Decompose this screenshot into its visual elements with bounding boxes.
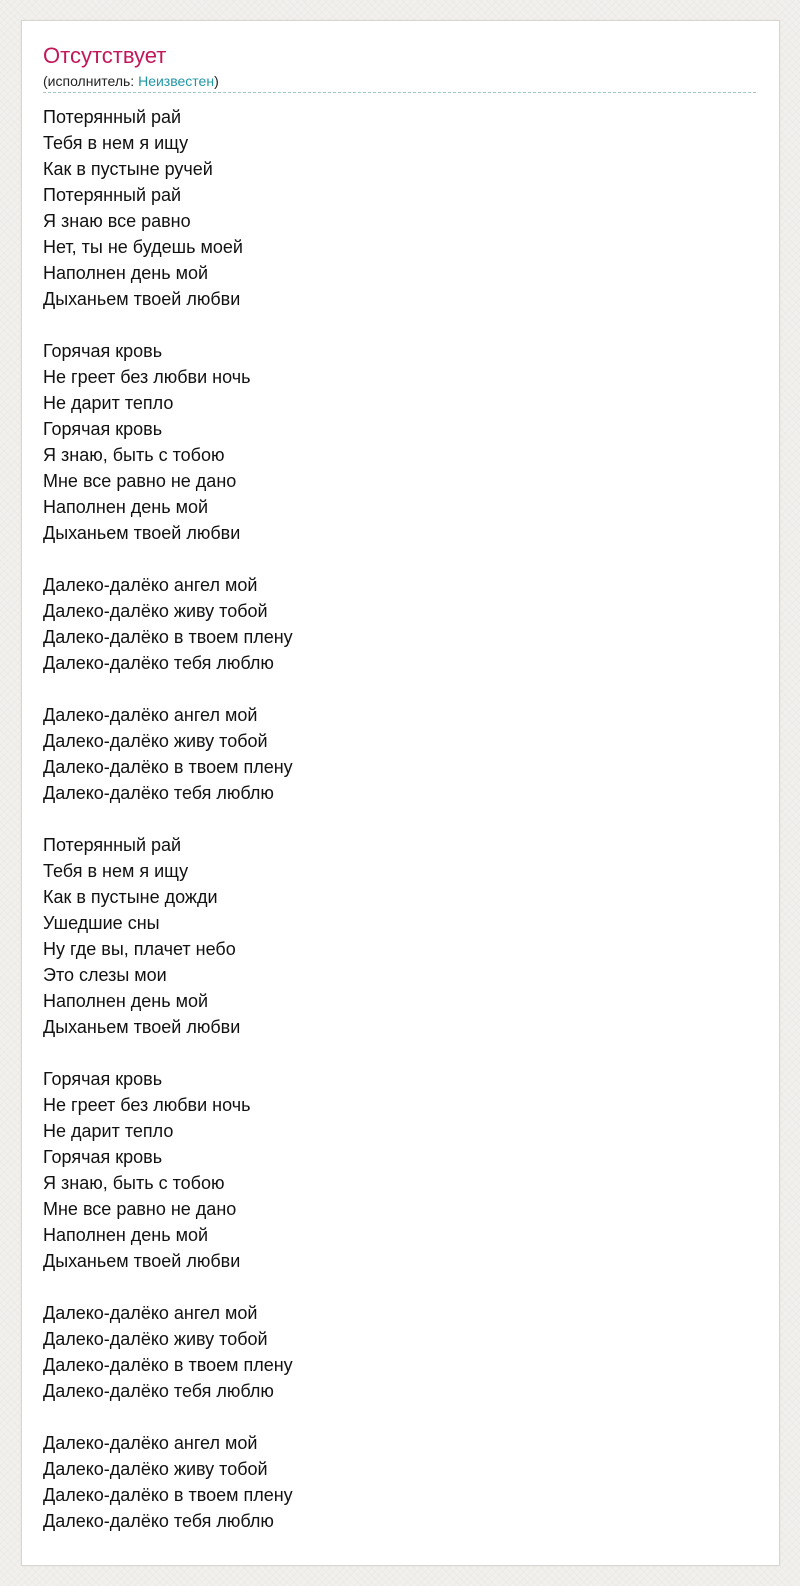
lyric-line: Далеко-далёко в твоем плену (43, 757, 293, 777)
lyric-line: Горячая кровь (43, 1069, 163, 1089)
lyrics-stanza (43, 572, 756, 676)
lyric-line: Потерянный рай (43, 185, 182, 205)
lyric-line: Горячая кровь (43, 1147, 163, 1167)
lyric-line: Нет, ты не будешь моей (43, 237, 243, 257)
lyric-line: Далеко-далёко тебя люблю (43, 783, 274, 803)
lyric-line: Не дарит тепло (43, 1121, 174, 1141)
lyrics-stanza (43, 104, 756, 312)
header-divider (43, 92, 756, 93)
lyric-line: Дыханьем твоей любви (43, 1017, 241, 1037)
lyric-line: Далеко-далёко живу тобой (43, 1459, 268, 1479)
lyric-line: Далеко-далёко ангел мой (43, 575, 258, 595)
lyric-line: Наполнен день мой (43, 497, 209, 517)
lyric-line: Далеко-далёко в твоем плену (43, 1355, 293, 1375)
lyric-line: Я знаю все равно (43, 211, 191, 231)
lyric-line: Тебя в нем я ищу (43, 861, 189, 881)
lyric-line: Горячая кровь (43, 419, 163, 439)
lyric-line: Далеко-далёко тебя люблю (43, 1381, 274, 1401)
lyric-line: Я знаю, быть с тобою (43, 1173, 225, 1193)
lyrics-stanza (43, 832, 756, 1040)
lyrics-stanza (43, 702, 756, 806)
lyric-line: Не греет без любви ночь (43, 367, 251, 387)
artist-line (43, 73, 219, 90)
lyric-line: Не дарит тепло (43, 393, 174, 413)
lyric-line: Далеко-далёко живу тобой (43, 601, 268, 621)
lyric-line: Далеко-далёко живу тобой (43, 731, 268, 751)
lyrics-body (43, 104, 756, 1534)
lyric-line: Дыханьем твоей любви (43, 523, 241, 543)
lyric-line: Наполнен день мой (43, 991, 209, 1011)
lyric-line: Наполнен день мой (43, 263, 209, 283)
lyric-line: Как в пустыне ручей (43, 159, 213, 179)
artist-suffix: ) (214, 73, 219, 89)
artist-prefix: (исполнитель: (43, 73, 139, 89)
lyric-line: Ну где вы, плачет небо (43, 939, 236, 959)
lyric-line: Дыханьем твоей любви (43, 1251, 241, 1271)
lyrics-stanza (43, 1300, 756, 1404)
lyric-line: Дыханьем твоей любви (43, 289, 241, 309)
lyric-line: Горячая кровь (43, 341, 163, 361)
lyric-line: Как в пустыне дожди (43, 887, 218, 907)
lyrics-stanza (43, 338, 756, 546)
lyric-line: Не греет без любви ночь (43, 1095, 251, 1115)
lyric-line: Мне все равно не дано (43, 471, 237, 491)
lyric-line: Наполнен день мой (43, 1225, 209, 1245)
lyrics-stanza (43, 1430, 756, 1534)
song-title: Отсутствует (43, 43, 167, 68)
lyrics-stanza (43, 1066, 756, 1274)
lyric-line: Мне все равно не дано (43, 1199, 237, 1219)
lyrics-card (21, 20, 780, 1566)
lyric-line: Это слезы мои (43, 965, 167, 985)
lyric-line: Ушедшие сны (43, 913, 160, 933)
artist-link[interactable]: Неизвестен (138, 73, 215, 89)
lyric-line: Тебя в нем я ищу (43, 133, 189, 153)
lyric-line: Потерянный рай (43, 107, 182, 127)
lyric-line: Я знаю, быть с тобою (43, 445, 225, 465)
lyric-line: Потерянный рай (43, 835, 182, 855)
lyric-line: Далеко-далёко в твоем плену (43, 1485, 293, 1505)
lyric-line: Далеко-далёко в твоем плену (43, 627, 293, 647)
lyric-line: Далеко-далёко тебя люблю (43, 653, 274, 673)
lyric-line: Далеко-далёко живу тобой (43, 1329, 268, 1349)
lyric-line: Далеко-далёко ангел мой (43, 1433, 258, 1453)
lyric-line: Далеко-далёко ангел мой (43, 1303, 258, 1323)
lyric-line: Далеко-далёко ангел мой (43, 705, 258, 725)
lyric-line: Далеко-далёко тебя люблю (43, 1511, 274, 1531)
